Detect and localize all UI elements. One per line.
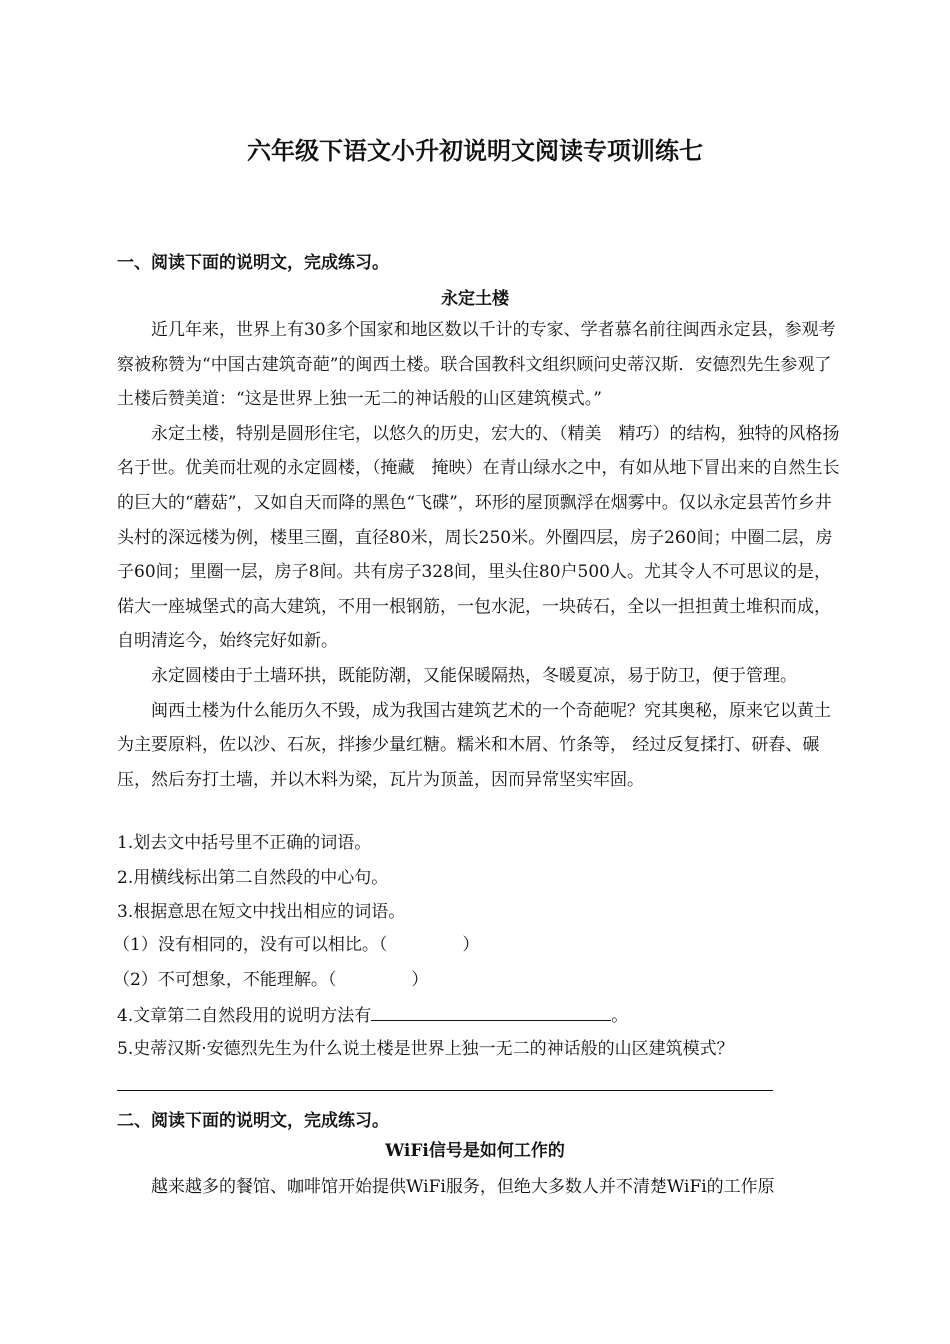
article-1-paragraph: 永定土楼，特别是圆形住宅，以悠久的历史，宏大的、（精美 精巧）的结构，独特的风格扬名于世。优美而壮观的永定圆楼，（掩藏 掩映）在青山绿水之中，有如从地下冒出来的自然生长的巨大的“蘑菇”，又如自天而降的黑色“飞碟”，环形的屋顶飘浮在烟雾中。仅以永定县苦竹乡井头村的深远楼为例，楼里三圈，直径80米，周长250米。外圈四层，房子260间；中圈二层，房子60间；里圈一层，房子8间。共有房子328间，里头住80户500人。尤其令人不可思议的是，偌大一座城堡式的高大建筑，不用一根钢筋，一包水泥，一块砖石，全以一担担黄土堆积而成，自明清迄今，始终完好如新。 bbox=[117, 423, 840, 652]
question-2: 2.用横线标出第二自然段的中心句。 bbox=[117, 868, 389, 888]
article-1-title: 永定土楼 bbox=[441, 289, 509, 309]
article-2-paragraph: 越来越多的餐馆、咖啡馆开始提供WiFi服务，但绝大多数人并不清楚WiFi的工作原 bbox=[151, 1177, 775, 1197]
article-1-paragraph: 闽西土楼为什么能历久不毁，成为我国古建筑艺术的一个奇葩呢？究其奥秘，原来它以黄土为主要原料，佐以沙、石灰，拌掺少量红糖。糯米和木屑、竹条等， 经过反复揉打、研舂、碾压，然后夯打土墙，并以木料为梁，瓦片为顶盖，因而异常坚实牢固。 bbox=[117, 700, 831, 790]
article-1-body bbox=[117, 313, 841, 797]
document-title: 六年级下语文小升初说明文阅读专项训练七 bbox=[247, 137, 703, 165]
question-5: 5.史蒂汉斯·安德烈先生为什么说土楼是世界上独一无二的神话般的山区建筑模式？ bbox=[117, 1039, 734, 1059]
article-1-paragraph: 永定圆楼由于土墙环拱，既能防潮，又能保暖隔热，冬暖夏凉，易于防卫，便于管理。 bbox=[151, 665, 797, 686]
article-2-body bbox=[117, 1170, 841, 1205]
question-4-text: 4.文章第二自然段用的说明方法有 bbox=[117, 1006, 372, 1026]
question-3-item-2-close: ） bbox=[411, 970, 429, 990]
answer-blank-line[interactable] bbox=[371, 1002, 611, 1021]
answer-line[interactable] bbox=[117, 1090, 773, 1091]
question-1: 1.划去文中括号里不正确的词语。 bbox=[117, 833, 372, 853]
question-3-item-1-close: ） bbox=[462, 935, 480, 955]
article-2-title: WiFi信号是如何工作的 bbox=[385, 1141, 565, 1161]
question-3-item-2-text: （2）不可想象，不能理解。（ bbox=[113, 970, 337, 990]
question-4-end: 。 bbox=[611, 1006, 629, 1026]
section-1-heading: 一、阅读下面的说明文，完成练习。 bbox=[117, 253, 389, 273]
question-3-item-1 bbox=[113, 932, 843, 958]
question-3-item-1-text: （1）没有相同的，没有可以相比。（ bbox=[113, 935, 388, 955]
question-3: 3.根据意思在短文中找出相应的词语。 bbox=[117, 902, 406, 922]
question-4 bbox=[117, 1002, 847, 1029]
question-3-item-2 bbox=[113, 967, 843, 993]
article-1-paragraph: 近几年来，世界上有30多个国家和地区数以千计的专家、学者慕名前往闽西永定县，参观考察被称赞为“中国古建筑奇葩”的闽西土楼。联合国教科文组织顾问史蒂汉斯．安德烈先生参观了土楼后赞美道：“这是世界上独一无二的神话般的山区建筑模式。” bbox=[117, 320, 836, 410]
section-2-heading: 二、阅读下面的说明文，完成练习。 bbox=[117, 1111, 389, 1131]
